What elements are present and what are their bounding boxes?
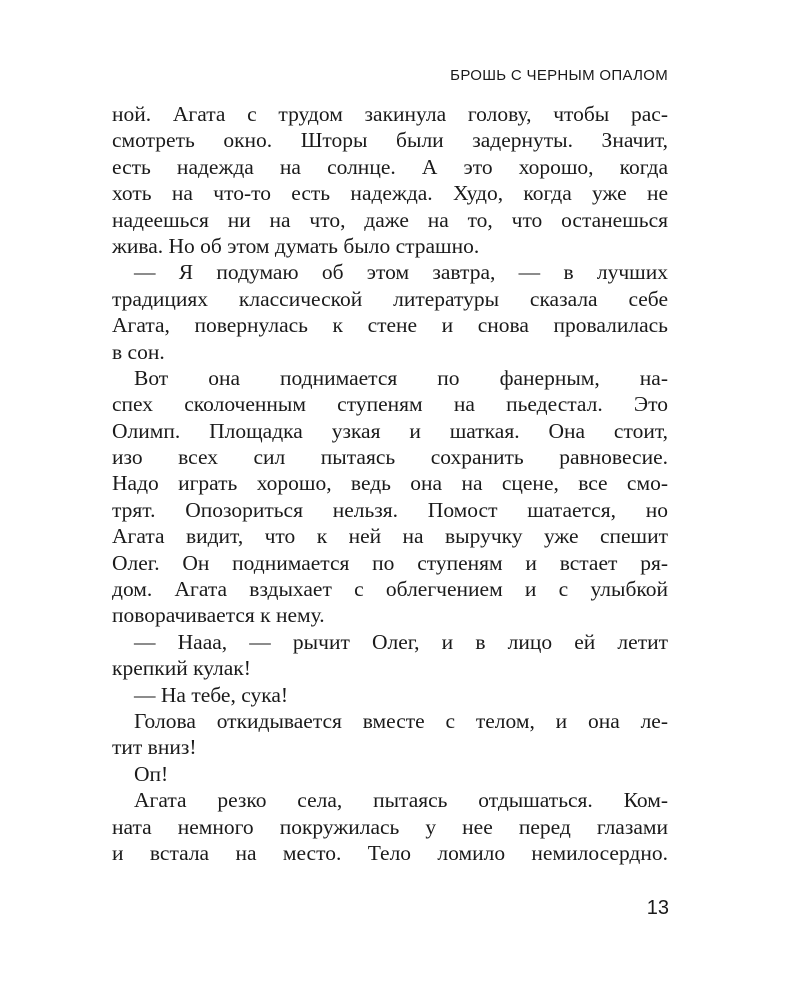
page-number: 13 xyxy=(646,897,669,919)
text-line: в сон. xyxy=(112,339,165,364)
body-text xyxy=(112,101,668,866)
text-line: — Нааа, — рычит Олег, и в лицо ей летит xyxy=(134,629,668,654)
text-line: поворачивается к нему. xyxy=(112,603,325,628)
text-line: Агата, повернулась к стене и снова провалилась xyxy=(112,313,668,338)
text-line: Олег. Он поднимается по ступеням и встает ря- xyxy=(112,550,668,575)
text-line: изо всех сил пытаясь сохранить равновесие. xyxy=(112,445,668,470)
text-line: спех сколоченным ступеням на пьедестал. Это xyxy=(112,392,668,417)
text-line: тит вниз! xyxy=(112,735,197,760)
text-line: традициях классической литературы сказала себе xyxy=(112,286,668,311)
text-line: Оп! xyxy=(134,761,169,786)
text-line: жива. Но об этом думать было страшно. xyxy=(112,233,480,258)
text-line: — Я подумаю об этом завтра, — в лучших xyxy=(134,260,668,285)
text-line: — На тебе, сука! xyxy=(134,682,289,707)
running-header: БРОШЬ С ЧЕРНЫМ ОПАЛОМ xyxy=(450,67,668,84)
text-line: Вот она поднимается по фанерным, на- xyxy=(134,365,668,390)
text-line: Олимп. Площадка узкая и шаткая. Она стоит, xyxy=(112,418,668,443)
text-line: смотреть окно. Шторы были задернуты. Значит, xyxy=(112,128,668,153)
text-line: Голова откидывается вместе с телом, и она ле- xyxy=(134,708,668,733)
text-line: трят. Опозориться нельзя. Помост шатается, но xyxy=(112,497,668,522)
text-line: Агата видит, что к ней на выручку уже спешит xyxy=(112,524,668,549)
text-line: Агата резко села, пытаясь отдышаться. Ком- xyxy=(134,788,668,813)
text-line: ной. Агата с трудом закинула голову, чтобы рас- xyxy=(112,102,668,126)
text-line: Надо играть хорошо, ведь она на сцене, все смо- xyxy=(112,471,668,496)
text-line: ната немного покружилась у нее перед глазами xyxy=(112,814,668,839)
text-line: есть надежда на солнце. А это хорошо, когда xyxy=(112,154,668,179)
text-line: дом. Агата вздыхает с облегчением и с улыбкой xyxy=(112,577,668,602)
text-line: хоть на что-то есть надежда. Худо, когда уже не xyxy=(112,181,668,206)
text-line: надеешься ни на что, даже на то, что останешься xyxy=(112,207,668,232)
text-line: крепкий кулак! xyxy=(112,656,251,681)
text-line: и встала на место. Тело ломило немилосердно. xyxy=(112,840,668,865)
